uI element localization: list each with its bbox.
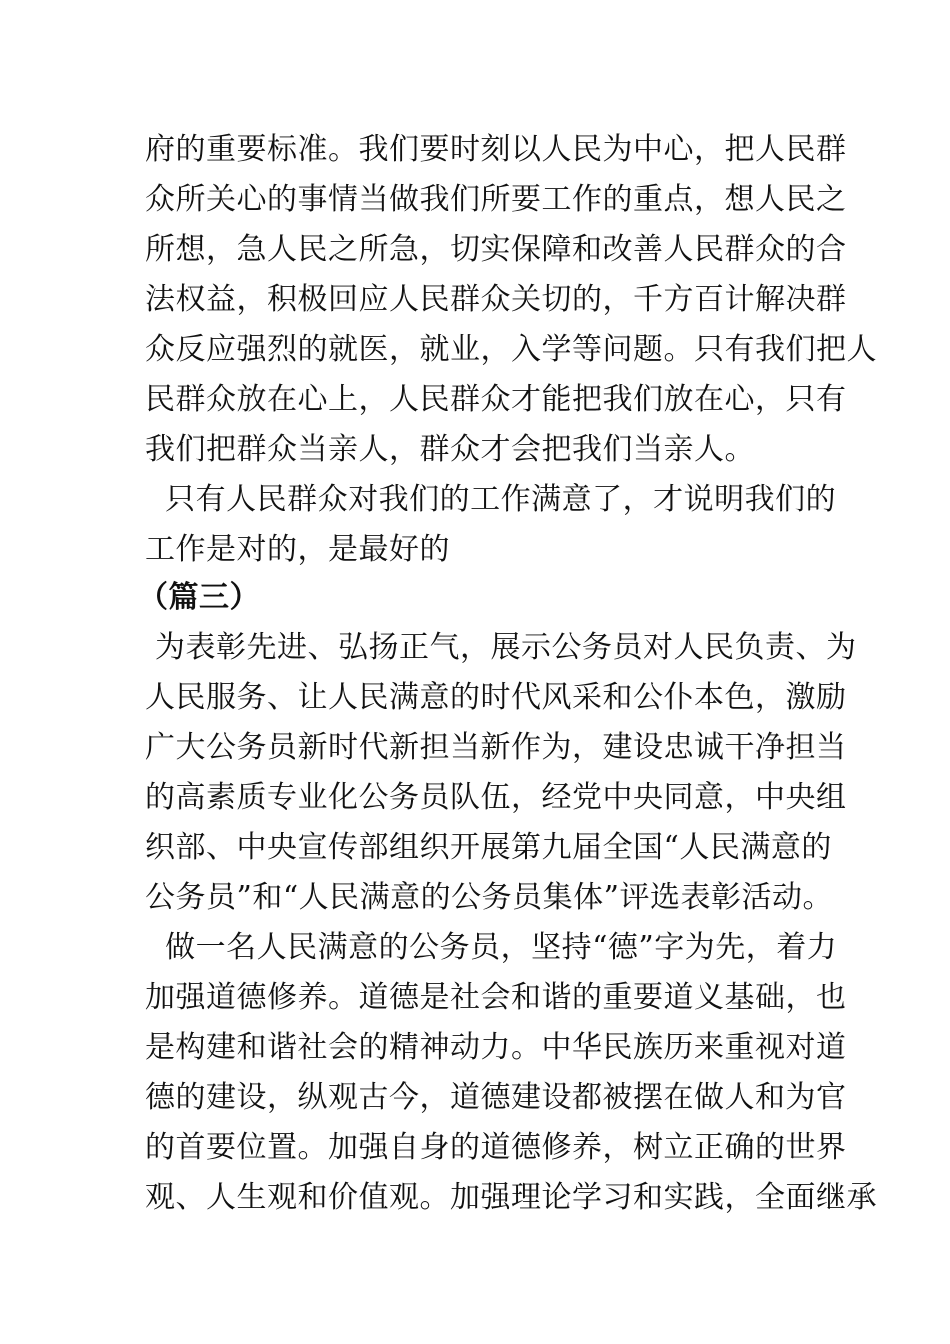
text-line: 我们把群众当亲人，群众才会把我们当亲人。 xyxy=(145,432,755,467)
text-line: 的首要位置。加强自身的道德修养，树立正确的世界 xyxy=(145,1130,847,1165)
text-line: 众所关心的事情当做我们所要工作的重点，想人民之 xyxy=(145,182,847,217)
text-line: 只有人民群众对我们的工作满意了，才说明我们的 xyxy=(145,482,837,517)
text-line: 织部、中央宣传部组织开展第九届全国“人民满意的 xyxy=(145,830,832,865)
text-line: 为表彰先进、弘扬正气，展示公务员对人民负责、为 xyxy=(145,630,857,665)
text-line: 是构建和谐社会的精神动力。中华民族历来重视对道 xyxy=(145,1030,847,1065)
text-line: 德的建设，纵观古今，道德建设都被摆在做人和为官 xyxy=(145,1080,847,1115)
text-line: 民群众放在心上，人民群众才能把我们放在心，只有 xyxy=(145,382,847,417)
text-line: 所想，急人民之所急，切实保障和改善人民群众的合 xyxy=(145,232,847,267)
text-line: 广大公务员新时代新担当新作为，建设忠诚干净担当 xyxy=(145,730,847,765)
text-line: 的高素质专业化公务员队伍，经党中央同意，中央组 xyxy=(145,780,847,815)
text-line: 人民服务、让人民满意的时代风采和公仆本色，激励 xyxy=(145,680,847,715)
text-line: 公务员”和“人民满意的公务员集体”评选表彰活动。 xyxy=(145,880,834,915)
text-line: 众反应强烈的就医，就业，入学等问题。只有我们把人 xyxy=(145,332,877,367)
text-line: 观、人生观和价值观。加强理论学习和实践，全面继承 xyxy=(145,1180,877,1215)
text-line: 工作是对的，是最好的 xyxy=(145,532,450,567)
text-line: 加强道德修养。道德是社会和谐的重要道义基础，也 xyxy=(145,980,847,1015)
section-heading: （篇三） xyxy=(138,580,260,615)
text-line: 做一名人民满意的公务员，坚持“德”字为先，着力 xyxy=(145,930,838,965)
text-line: 府的重要标准。我们要时刻以人民为中心，把人民群 xyxy=(145,132,847,167)
text-line: 法权益，积极回应人民群众关切的，千方百计解决群 xyxy=(145,282,847,317)
